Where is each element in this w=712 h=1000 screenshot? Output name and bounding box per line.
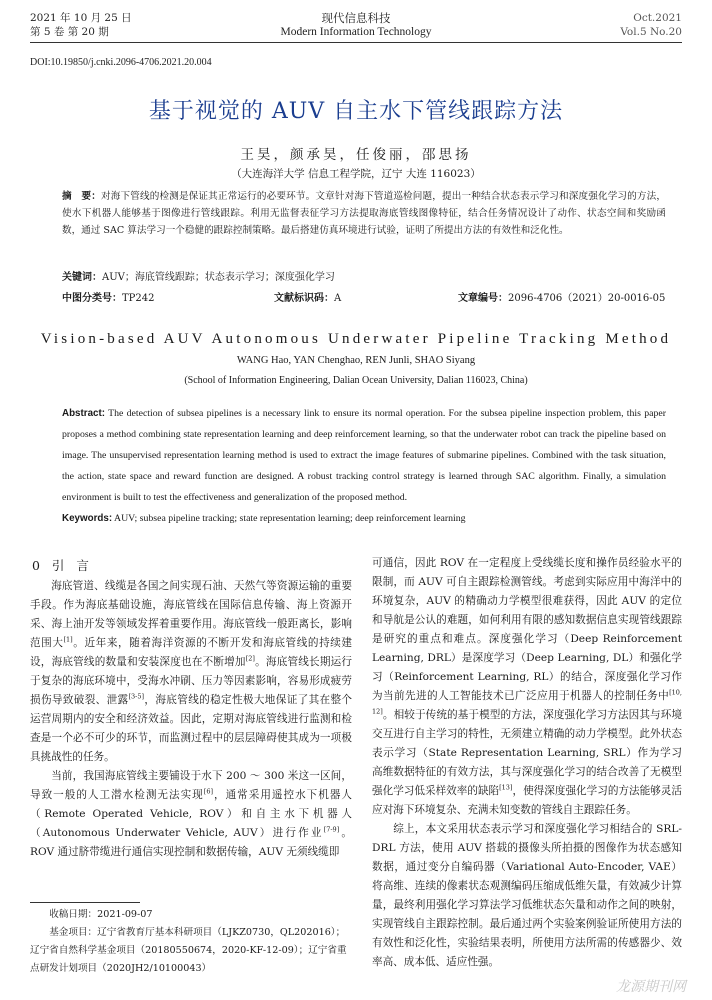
affiliation-cn: （大连海洋大学 信息工程学院，辽宁 大连 116023） [231,168,481,180]
header-volume-en: Vol.5 No.20 [620,26,682,38]
citation: [7-9] [323,825,340,834]
abstract-en [62,403,666,508]
citation: [1] [63,635,73,644]
text-run: 。相较于传统的基于模型的方法，深度强化学习方法因其与环境交互进行自主学习的特性，无须建立精确的动力学模型。此外状态表示学习（State Representation Learning, SRL）作为学习高维数据特征的有效方法，其与深度强化学习的结合改善了无模型强化学习低采样效率的缺陷 [372,709,682,797]
authors-cn: 王昊，颜承昊，任俊丽，邵思扬 [240,147,472,163]
abstract-cn-text: 对海下管线的检测是保证其正常运行的必要环节。文章针对海下管道巡检问题，提出一种结合状态表示学习和深度强化学习的方法，使水下机器人能够基于图像进行管线跟踪。利用无监督表征学习方法提取海底管线图像特征，结合任务情况设计了动作、状态空间和奖励函数，通过 SAC 算法学习一个稳健的跟踪控制策略。最后搭建仿真环境进行试验，证明了所提出方法的有效性和泛化性。 [62,191,667,236]
keywords-en-label: Keywords: [62,513,113,524]
footnote [30,906,352,978]
abstract-cn [62,188,666,239]
keywords-cn-text: AUV；海底管线跟踪；状态表示学习；深度强化学习 [102,272,335,283]
right-paragraph-2: 综上，本文采用状态表示学习和深度强化学习相结合的 SRL-DRL 方法，使用 AUV 搭载的摄像头所拍摄的图像作为状态感知数据，通过变分自编码器（Variational Auto-Encoder, VAE）将高维、连续的像素状态观测编码压缩成低维矢量，有效减少计算量，最终利用强化学习算法学习低维状态矢量和动作之间的映射，实现管线自主跟踪控制。最后通过两个实验案例验证所使用方法的有效性和泛化性，实验结果表明，所使用方法所需的传感器少、效率高、成本低、适应性强。 [372,823,682,968]
abstract-cn-label: 摘 要： [62,191,101,202]
citation: [2] [245,654,255,663]
text-run: 。海底管线长期运行于复杂的海底环境中，受海水冲刷、压力等因素影响，容易形成疲劳损伤导致破裂、泄露 [30,656,353,706]
doc-code [274,289,341,304]
citation: [10, 12] [372,688,682,716]
right-column [372,554,682,972]
clc-value: TP242 [122,293,155,304]
text-run: ，海底管线的稳定性极大地保证了其在整个运营周期内的安全和经济效益。因此，定期对海底管线进行监测和检查是一个必不可少的环节，而监测过程中的层层障碍使其成为一项极具挑战性的任务。 [30,694,353,763]
affiliation-en: (School of Information Engineering, Dalian Ocean University, Dalian 116023, China) [184,375,528,386]
page-title-en: Vision-based AUV Autonomous Underwater Pipeline Tracking Method [40,331,672,347]
footnote-received: 收稿日期：2021-09-07 [49,909,153,920]
header-volume-cn: 第 5 卷 第 20 期 [30,26,109,38]
doi: DOI:10.19850/j.cnki.2096-4706.2021.20.004 [30,57,212,68]
footnote-rule [30,902,140,903]
left-paragraph-1 [30,577,352,767]
header-date-en: Oct.2021 [633,12,682,24]
keywords-cn [62,268,335,283]
doc-label: 文献标识码： [274,293,334,304]
header-journal-en: Modern Information Technology [280,26,432,38]
footnote-fund: 基金项目：辽宁省教育厅基本科研项目（LJKZ0730，QL202016）；辽宁省自然科学基金项目（20180550674，2020-KF-12-09）；辽宁省重点研发计划项目（2020JH2/10100043） [30,927,347,974]
text-run: ，通常采用遥控水下机器人（Remote Operated Vehicle, ROV）和自主水下机器人（Autonomous Underwater Vehicle, AUV）进行作业 [30,789,353,839]
keywords-en-text: AUV; subsea pipeline tracking; state representation learning; deep reinforcement learning [114,513,466,524]
text-run: 。近年来，随着海洋资源的不断开发和海底管线的持续建设，海底管线的数量和安装深度也在不断增加 [30,637,353,668]
section-heading-intro: 0 引 言 [32,558,93,573]
text-run: ，使得深度强化学习的方法能够灵活应对海下环境复杂、充满未知变数的管线自主跟踪任务。 [372,785,683,816]
header-journal-cn: 现代信息科技 [321,11,391,25]
page-title-cn: 基于视觉的 AUV 自主水下管线跟踪方法 [148,99,564,124]
citation: [13] [499,783,513,792]
article-label: 文章编号： [458,293,508,304]
clc-label: 中图分类号： [62,293,122,304]
watermark: 龙源期刊网 [616,979,686,995]
citation: [6] [203,787,213,796]
doc-value: A [334,293,342,304]
keywords-en [62,513,666,524]
text-run: 可通信，因此 ROV 在一定程度上受线缆长度和操作员经验水平的限制，而 AUV 可自主跟踪检测管线。考虑到实际应用中海洋中的环境复杂，AUV 的精确动力学模型很难获得，因此 AUV 的定位和导航是公认的难题，如何利用有限的感知数据信息实现管线跟踪是研究的重点和难点。深度强化学习（Deep Reinforcement Learning, DRL）是深度学习（Deep Learning, DL）和强化学习（Reinforcement Learning, RL）的结合，深度强化学习作为当前先进的人工智能技术已广泛应用于机器人的控制任务中 [372,557,682,702]
text-run: 当前，我国海底管线主要铺设于水下 200 ～ 300 米这一区间，导致一般的人工潜水检测无法实现 [30,770,352,801]
header-rule [30,42,682,43]
right-paragraph-1 [372,554,682,820]
abstract-en-text: The detection of subsea pipelines is a necessary link to ensure its normal operation. For the subsea pipeline inspection problem, this paper proposes a method combining state representation learning and deep reinforcement learning, so that the underwater robot can track the pipeline based on image. The unsupervised representation learning method is used to extract the image features of submarine pipelines. Combined with the task situation, the action, state space and reward function are designed. A robust tracking control strategy is learned through SAC algorithm. Finally, a simulation environment is built to test the effectiveness and generalization of the proposed method. [62,408,666,503]
left-paragraph-2 [30,767,352,862]
authors-en: WANG Hao, YAN Chenghao, REN Junli, SHAO Siyang [236,355,476,366]
text-run: 海底管道、线缆是各国之间实现石油、天然气等资源运输的重要手段。作为海底基础设施，海底管线在国际信息传输、海上资源开采、海上油开发等领域发挥着重要作用。海底管线一般距离长，影响范围大 [30,580,352,649]
clc-number [62,289,155,304]
abstract-en-label: Abstract: [62,408,106,419]
article-value: 2096-4706（2021）20-0016-05 [508,293,666,304]
article-number [458,289,665,304]
left-column [30,577,352,862]
citation: [3-5] [128,692,145,701]
keywords-cn-label: 关键词： [62,272,102,283]
header-date: 2021 年 10 月 25 日 [30,12,132,24]
text-run: 。ROV 通过脐带缆进行通信实现控制和数据传输，AUV 无须线缆即 [30,827,353,858]
